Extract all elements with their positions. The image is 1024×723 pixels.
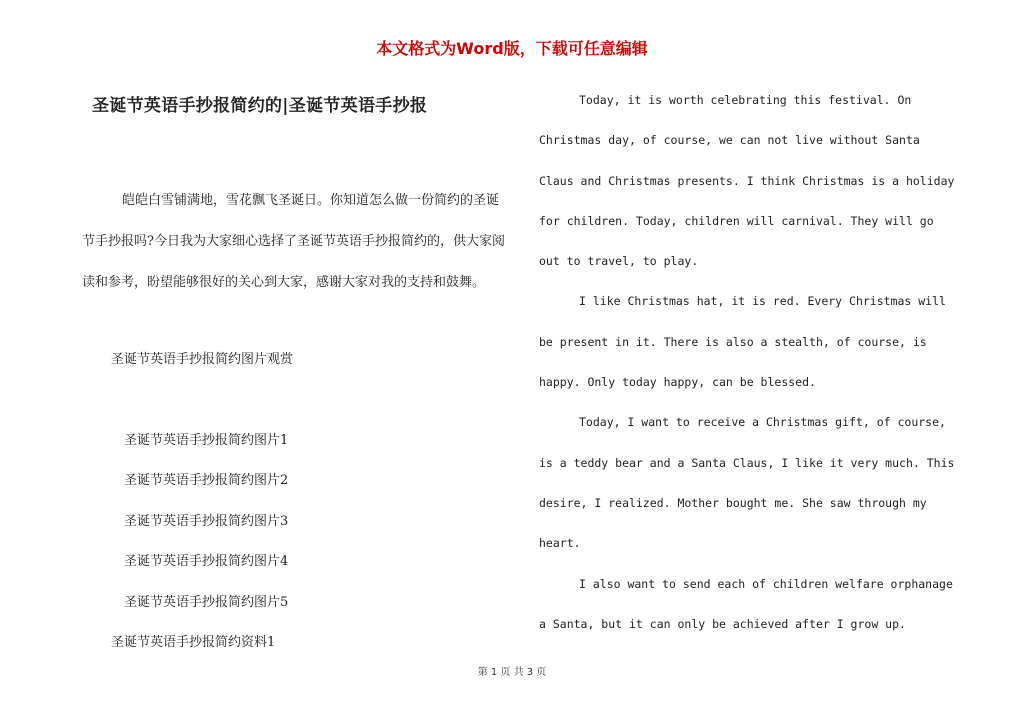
- intro-paragraph: [82, 180, 507, 303]
- essay-paragraph-4: I also want to send each of children welfare orphanage a Santa, but it can only be achieved after I grow up.: [539, 576, 953, 631]
- material-heading: 圣诞节英语手抄报简约资料1: [111, 635, 276, 650]
- image-caption-3: 圣诞节英语手抄报简约图片3: [124, 514, 289, 529]
- essay-paragraph-2: I like Christmas hat, it is red. Every Christmas will be present in it. There is also a stealth, of course, is happy. Only today happy, can be blessed.: [539, 294, 946, 390]
- word-format-banner: 本文格式为Word版，下载可任意编辑: [376, 39, 648, 58]
- intro-text: 皑皑白雪铺满地，雪花飘飞圣诞日。你知道怎么做一份简约的圣诞节手抄报吗?今日我为大家细心选择了圣诞节英语手抄报简约的，供大家阅读和参考，盼望能够很好的关心到大家，感谢大家对我的支持和鼓舞。: [82, 193, 505, 290]
- image-caption-1: 圣诞节英语手抄报简约图片1: [124, 433, 289, 448]
- image-caption-5: 圣诞节英语手抄报简约图片5: [124, 595, 289, 610]
- essay-paragraph-1: Today, it is worth celebrating this festival. On Christmas day, of course, we can not live without Santa Claus and Christmas presents. I think Christmas is a holiday for children. Today, children will carnival. They will go out to travel, to play.: [539, 93, 955, 269]
- essay-paragraph-3: Today, I want to receive a Christmas gift, of course, is a teddy bear and a Santa Claus, I like it very much. This desire, I realized. Mother bought me. She saw through my heart.: [539, 415, 955, 551]
- page-number: 第 1 页 共 3 页: [477, 667, 547, 678]
- image-caption-4: 圣诞节英语手抄报简约图片4: [124, 554, 289, 569]
- page-title: 圣诞节英语手抄报简约的|圣诞节英语手抄报: [92, 96, 428, 116]
- english-essay: [539, 80, 959, 644]
- gallery-heading: 圣诞节英语手抄报简约图片观赏: [111, 352, 294, 367]
- image-caption-2: 圣诞节英语手抄报简约图片2: [124, 473, 289, 488]
